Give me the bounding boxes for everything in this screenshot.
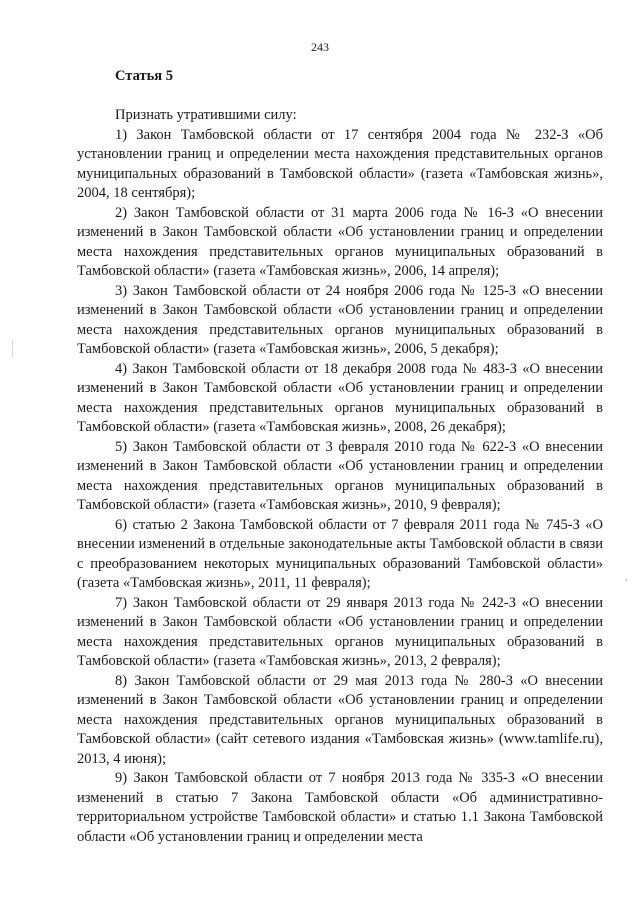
- article-title: Статья 5: [115, 68, 173, 84]
- list-item: 8) Закон Тамбовской области от 29 мая 2013 года № 280-З «О внесении изменений в Закон Тамбовской области «Об установлении границ и определении места нахождения представительных органов муниципальных образований в Тамбовской области» (сайт сетевого издания «Тамбовская жизнь» (www.tamlife.ru), 2013, 4 июня);: [77, 672, 603, 767]
- list-item: 2) Закон Тамбовской области от 31 марта 2006 года № 16-З «О внесении изменений в Закон Тамбовской области «Об установлении границ и определении места нахождения представительных органов муниципальных образований в Тамбовской области» (газета «Тамбовская жизнь», 2006, 14 апреля);: [77, 204, 603, 279]
- list-item: 6) статью 2 Закона Тамбовской области от 7 февраля 2011 года № 745-З «О внесении изменений в отдельные законодательные акты Тамбовской области в связи с преобразованием некоторых муниципальных образований Тамбовской области» (газета «Тамбовская жизнь», 2011, 11 февраля);: [77, 516, 603, 591]
- list-item: 9) Закон Тамбовской области от 7 ноября 2013 года № 335-З «О внесении изменений в статью 7 Закона Тамбовской области «Об административно-территориальном устройстве Тамбовской области» и статью 1.1 Закона Тамбовской области «Об установлении границ и определении места: [77, 770, 603, 845]
- list-item: 4) Закон Тамбовской области от 18 декабря 2008 года № 483-З «О внесении изменений в Закон Тамбовской области «Об установлении границ и определении места нахождения представительных органов муниципальных образований в Тамбовской области» (газета «Тамбовская жизнь», 2008, 26 декабря);: [77, 360, 603, 435]
- list-item: 1) Закон Тамбовской области от 17 сентября 2004 года № 232-З «Об установлении границ и определении места нахождения представительных органов муниципальных образований в Тамбовской области» (газета «Тамбовская жизнь», 2004, 18 сентября);: [77, 126, 603, 201]
- list-item: 3) Закон Тамбовской области от 24 ноября 2006 года № 125-З «О внесении изменений в Закон Тамбовской области «Об установлении границ и определении места нахождения представительных органов муниципальных образований в Тамбовской области» (газета «Тамбовская жизнь», 2006, 5 декабря);: [77, 282, 603, 357]
- page-number: 243: [311, 40, 329, 54]
- document-body: [77, 66, 603, 847]
- article-intro: Признать утратившими силу:: [115, 107, 297, 123]
- scan-speck-mark: ¸: [624, 572, 629, 582]
- list-item: 5) Закон Тамбовской области от 3 февраля 2010 года № 622-З «О внесении изменений в Закон Тамбовской области «Об установлении границ и определении места нахождения представительных органов муниципальных образований в Тамбовской области» (газета «Тамбовская жизнь», 2010, 9 февраля);: [77, 438, 603, 513]
- list-item: 7) Закон Тамбовской области от 29 января 2013 года № 242-З «О внесении изменений в Закон Тамбовской области «Об установлении границ и определении места нахождения представительных органов муниципальных образований в Тамбовской области» (газета «Тамбовская жизнь», 2013, 2 февраля);: [77, 594, 603, 669]
- scan-margin-mark: [12, 340, 13, 358]
